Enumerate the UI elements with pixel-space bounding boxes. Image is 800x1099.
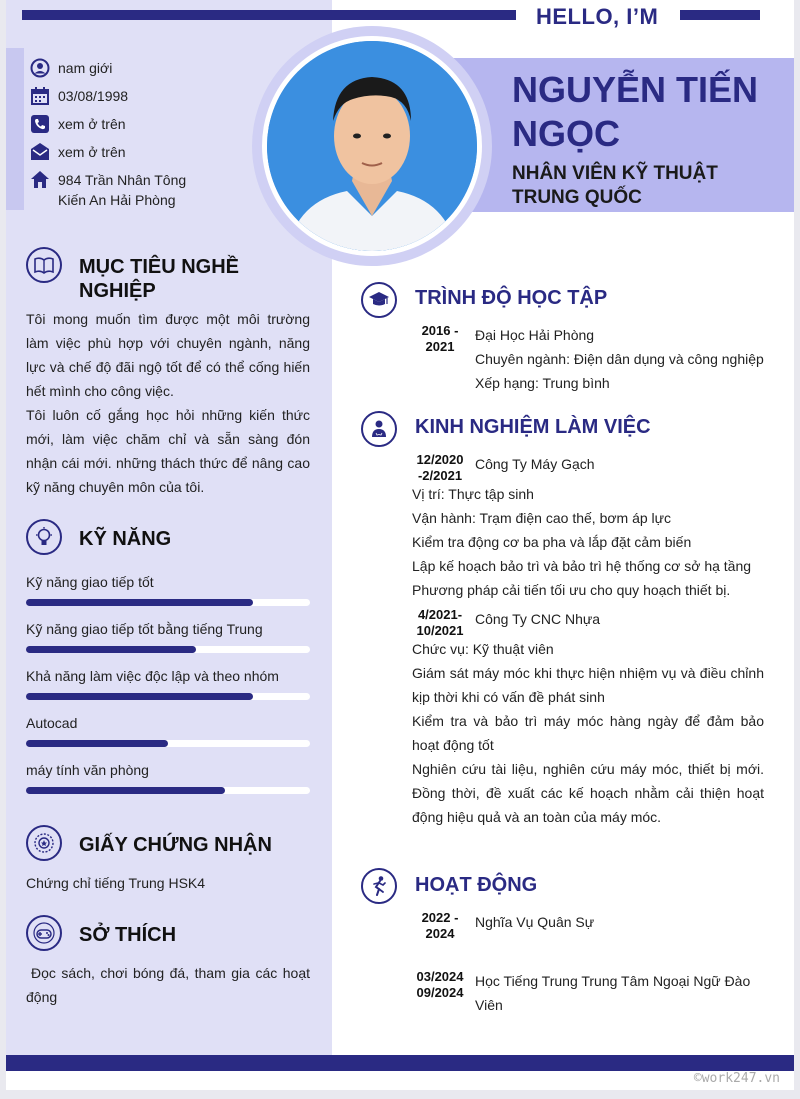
skill-bar-fill bbox=[26, 693, 253, 700]
skill-label: Autocad bbox=[26, 715, 78, 731]
contact-gender: nam giới bbox=[30, 58, 112, 78]
hobbies-text: Đọc sách, chơi bóng đá, tham gia các hoạt động bbox=[26, 965, 310, 1005]
activity-text: Học Tiếng Trung Trung Tâm Ngoại Ngữ Đào Viên bbox=[475, 973, 751, 1013]
skill-bar bbox=[26, 646, 310, 653]
envelope-icon bbox=[30, 142, 50, 162]
job-detail: Nghiên cứu tài liệu, nghiên cứu máy móc, thiết bị mới. Đồng thời, đề xuất các kế hoạch nhằm cải thiện hoạt động hiệu quả và an toàn của máy móc. bbox=[412, 761, 764, 825]
worker-icon bbox=[361, 411, 397, 447]
certificates-title: GIẤY CHỨNG NHẬN bbox=[79, 834, 272, 856]
job-date: 12/2020 -2/2021 bbox=[416, 452, 464, 483]
skill-label: máy tính văn phòng bbox=[26, 762, 149, 778]
skill-bar bbox=[26, 740, 310, 747]
skill-bar-fill bbox=[26, 740, 168, 747]
job-role: Chức vụ: Kỹ thuật viên bbox=[412, 641, 554, 657]
job-detail: Kiểm tra và bảo trì máy móc hàng ngày để đảm bảo hoạt động tốt bbox=[412, 713, 764, 753]
job-detail: Lập kế hoạch bảo trì và bảo trì hệ thống cơ sở hạ tầng bbox=[412, 558, 752, 574]
job-detail: Giám sát máy móc khi thực hiện nhiệm vụ và điều chỉnh kịp thời khi có vấn đề phát sinh bbox=[412, 665, 764, 705]
resume-page bbox=[6, 0, 794, 1090]
job-detail: Kiểm tra động cơ ba pha và lắp đặt cảm biến bbox=[412, 534, 692, 550]
calendar-icon bbox=[30, 86, 50, 106]
objective-paragraph-1: Tôi mong muốn tìm được một môi trường làm việc phù hợp với chuyên ngành, năng lực và chế độ đãi ngộ tốt để có thể cống hiến hết mình cho công việc. bbox=[26, 311, 310, 399]
skill-bar-fill bbox=[26, 599, 253, 606]
job-company: Công Ty Máy Gạch bbox=[475, 456, 595, 472]
certificate-item: Chứng chỉ tiếng Trung HSK4 bbox=[26, 875, 206, 891]
gamepad-icon bbox=[26, 915, 62, 951]
hello-heading: HELLO, I’M bbox=[536, 4, 659, 29]
contact-email: xem ở trên bbox=[30, 142, 126, 162]
activity-text: Nghĩa Vụ Quân Sự bbox=[475, 914, 595, 930]
lightbulb-icon bbox=[26, 519, 62, 555]
contact-phone: xem ở trên bbox=[30, 114, 126, 134]
top-bar-left bbox=[22, 10, 516, 20]
skill-label: Khả năng làm việc độc lập và theo nhóm bbox=[26, 668, 279, 684]
job-date: 4/2021- 10/2021 bbox=[416, 607, 464, 638]
skill-bar bbox=[26, 787, 310, 794]
activity-date: 2022 - 2024 bbox=[421, 910, 459, 941]
watermark: ©work247.vn bbox=[693, 1071, 780, 1086]
skill-bar-fill bbox=[26, 787, 225, 794]
book-icon bbox=[26, 247, 62, 283]
profile-photo bbox=[267, 41, 477, 251]
education-date: 2016 - 2021 bbox=[421, 323, 459, 354]
skills-title: KỸ NĂNG bbox=[79, 528, 172, 550]
hobbies-title: SỞ THÍCH bbox=[79, 924, 177, 946]
education-rank: Xếp hạng: Trung bình bbox=[475, 375, 610, 391]
job-title: NHÂN VIÊN KỸ THUẬT TRUNG QUỐC bbox=[512, 163, 718, 208]
job-detail: Phương pháp cải tiến tối ưu cho quy hoạch thiết bị. bbox=[412, 582, 731, 598]
contact-birthday: 03/08/1998 bbox=[30, 86, 128, 106]
skill-label: Kỹ năng giao tiếp tốt bbox=[26, 574, 154, 590]
graduation-cap-icon bbox=[361, 282, 397, 318]
education-school: Đại Học Hải Phòng bbox=[475, 327, 595, 343]
home-icon bbox=[30, 170, 50, 190]
certificate-icon bbox=[26, 825, 62, 861]
objective-title: MỤC TIÊU NGHỀ NGHIỆP bbox=[79, 256, 239, 302]
job-detail: Vị trí: Thực tập sinh bbox=[412, 486, 534, 502]
experience-title: KINH NGHIỆM LÀM VIỆC bbox=[415, 416, 651, 438]
job-detail: Vận hành: Trạm điện cao thế, bơm áp lực bbox=[412, 510, 672, 526]
bottom-bar bbox=[6, 1055, 794, 1071]
skill-label: Kỹ năng giao tiếp tốt bằng tiếng Trung bbox=[26, 621, 263, 637]
skill-bar bbox=[26, 693, 310, 700]
skill-bar bbox=[26, 599, 310, 606]
skill-bar-fill bbox=[26, 646, 196, 653]
objective-paragraph-2: Tôi luôn cố gắng học hỏi những kiến thức mới, làm việc chăm chỉ và sẵn sàng đón nhận cái mới. những thách thức để nâng cao kỹ năng chuyên môn của tôi. bbox=[26, 407, 310, 495]
education-major: Chuyên ngành: Điện dân dụng và công nghiệp bbox=[475, 351, 764, 367]
activity-date: 03/2024 09/2024 bbox=[416, 969, 464, 1000]
candidate-name: NGUYỄN TIẾN NGỌC bbox=[512, 69, 759, 154]
contact-accent-bar bbox=[6, 48, 24, 210]
contact-address: 984 Trần Nhân Tông Kiến An Hải Phòng bbox=[30, 170, 186, 210]
user-icon bbox=[30, 58, 50, 78]
education-title: TRÌNH ĐỘ HỌC TẬP bbox=[415, 287, 608, 309]
phone-icon bbox=[30, 114, 50, 134]
job-company: Công Ty CNC Nhựa bbox=[475, 611, 601, 627]
running-person-icon bbox=[361, 868, 397, 904]
top-bar-right bbox=[680, 10, 760, 20]
activities-title: HOẠT ĐỘNG bbox=[415, 874, 538, 896]
